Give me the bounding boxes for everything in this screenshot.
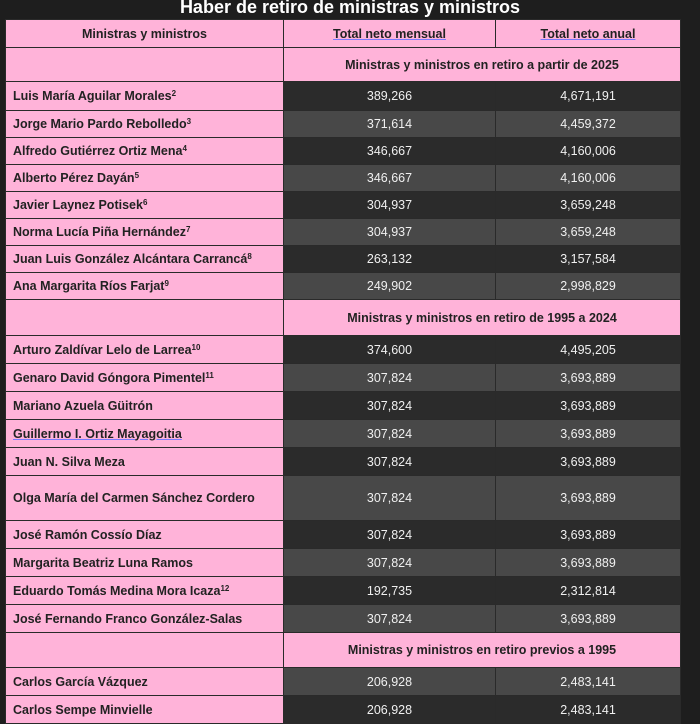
table-row [6,219,681,246]
table-row [6,605,681,633]
monthly-value: 307,824 [284,549,496,577]
monthly-value: 304,937 [284,219,496,246]
minister-name: Juan Luis González Alcántara Carrancá$^8$ [6,246,284,273]
table-row [6,246,681,273]
table-row [6,476,681,521]
annual-value: 2,483,141 [496,668,681,696]
footnote-ref: 11 [205,370,214,380]
minister-name: José Fernando Franco González-Salas [6,605,284,633]
minister-name: Jorge Mario Pardo Rebolledo$^3$ [6,111,284,138]
footnote-ref: 6 [142,198,148,207]
annual-value: 2,998,829 [496,273,681,300]
annual-value: 3,693,889 [496,392,681,420]
monthly-value: 346,667 [284,165,496,192]
minister-name: Luis María Aguilar Morales$^2$ [6,82,284,111]
table-row [6,420,681,448]
table-row [6,82,681,111]
table-row [6,696,681,724]
table-row [6,577,681,605]
minister-name: Genaro David Góngora Pimentel$^{11}$ [6,364,284,392]
minister-name: Guillermo I. Ortiz Mayagoitia [6,420,284,448]
footnote-ref: 3 [186,117,192,126]
minister-name: Alberto Pérez Dayán$^5$ [6,165,284,192]
table-row [6,521,681,549]
annual-value: 3,693,889 [496,448,681,476]
monthly-value: 346,667 [284,138,496,165]
annual-value: 3,693,889 [496,476,681,521]
table-row [6,165,681,192]
annual-value: 3,693,889 [496,364,681,392]
annual-value: 4,459,372 [496,111,681,138]
annual-value: 3,693,889 [496,521,681,549]
section-label: Ministras y ministros en retiro previos a 1995 [284,633,681,668]
table-row [6,549,681,577]
monthly-value: 206,928 [284,696,496,724]
section-row [6,300,681,336]
annual-value: 3,693,889 [496,605,681,633]
footnote-ref: 12 [220,583,230,593]
monthly-value: 249,902 [284,273,496,300]
monthly-value: 307,824 [284,476,496,521]
minister-name: Arturo Zaldívar Lelo de Larrea$^{10}$ [6,336,284,364]
minister-name: Eduardo Tomás Medina Mora Icaza$^{12}$ [6,577,284,605]
annual-value: 4,160,006 [496,138,681,165]
minister-name: Carlos García Vázquez [6,668,284,696]
section-row [6,633,681,668]
minister-name: Juan N. Silva Meza [6,448,284,476]
page-title: Haber de retiro de ministras y ministros [179,0,521,17]
minister-name: Norma Lucía Piña Hernández$^7$ [6,219,284,246]
header-monthly: Total neto mensual [284,20,496,48]
footnote-ref: 7 [185,225,191,234]
annual-value: 3,157,584 [496,246,681,273]
monthly-value: 371,614 [284,111,496,138]
annual-value: 3,693,889 [496,420,681,448]
table-row [6,392,681,420]
monthly-value: 374,600 [284,336,496,364]
minister-name: Javier Laynez Potisek$^6$ [6,192,284,219]
table-row [6,273,681,300]
monthly-value: 304,937 [284,192,496,219]
minister-name: Ana Margarita Ríos Farjat$^9$ [6,273,284,300]
annual-value: 2,483,141 [496,696,681,724]
footnote-ref: 8 [247,252,252,261]
annual-value: 3,659,248 [496,219,681,246]
section-label: Ministras y ministros en retiro a partir de 2025 [284,48,681,82]
monthly-value: 307,824 [284,392,496,420]
monthly-value: 206,928 [284,668,496,696]
minister-name: Margarita Beatriz Luna Ramos [6,549,284,577]
monthly-value: 192,735 [284,577,496,605]
monthly-value: 307,824 [284,521,496,549]
table-row [6,111,681,138]
table-row [6,138,681,165]
annual-value: 2,312,814 [496,577,681,605]
monthly-value: 307,824 [284,605,496,633]
retirement-table [5,19,681,724]
annual-value: 4,160,006 [496,165,681,192]
table-row [6,448,681,476]
footnote-ref: 4 [182,144,187,153]
footnote-ref: 10 [191,342,201,352]
section-row [6,48,681,82]
monthly-value: 307,824 [284,420,496,448]
header-row [6,20,681,48]
annual-value: 3,659,248 [496,192,681,219]
minister-name: Alfredo Gutiérrez Ortiz Mena$^4$ [6,138,284,165]
table-row [6,668,681,696]
monthly-value: 389,266 [284,82,496,111]
table-row [6,192,681,219]
footnote-ref: 5 [134,171,140,180]
footnote-ref: 9 [164,279,169,288]
minister-name: Olga María del Carmen Sánchez Cordero [6,476,284,521]
table-row [6,336,681,364]
header-ministers: Ministras y ministros [6,20,284,48]
table-row [6,364,681,392]
minister-name: José Ramón Cossío Díaz [6,521,284,549]
minister-name: Carlos Sempe Minvielle [6,696,284,724]
annual-value: 4,495,205 [496,336,681,364]
monthly-value: 263,132 [284,246,496,273]
monthly-value: 307,824 [284,448,496,476]
monthly-value: 307,824 [284,364,496,392]
annual-value: 4,671,191 [496,82,681,111]
minister-name: Mariano Azuela Güitrón [6,392,284,420]
footnote-ref: 2 [171,89,177,98]
annual-value: 3,693,889 [496,549,681,577]
header-annual: Total neto anual [496,20,681,48]
section-label: Ministras y ministros en retiro de 1995 a 2024 [284,300,681,336]
